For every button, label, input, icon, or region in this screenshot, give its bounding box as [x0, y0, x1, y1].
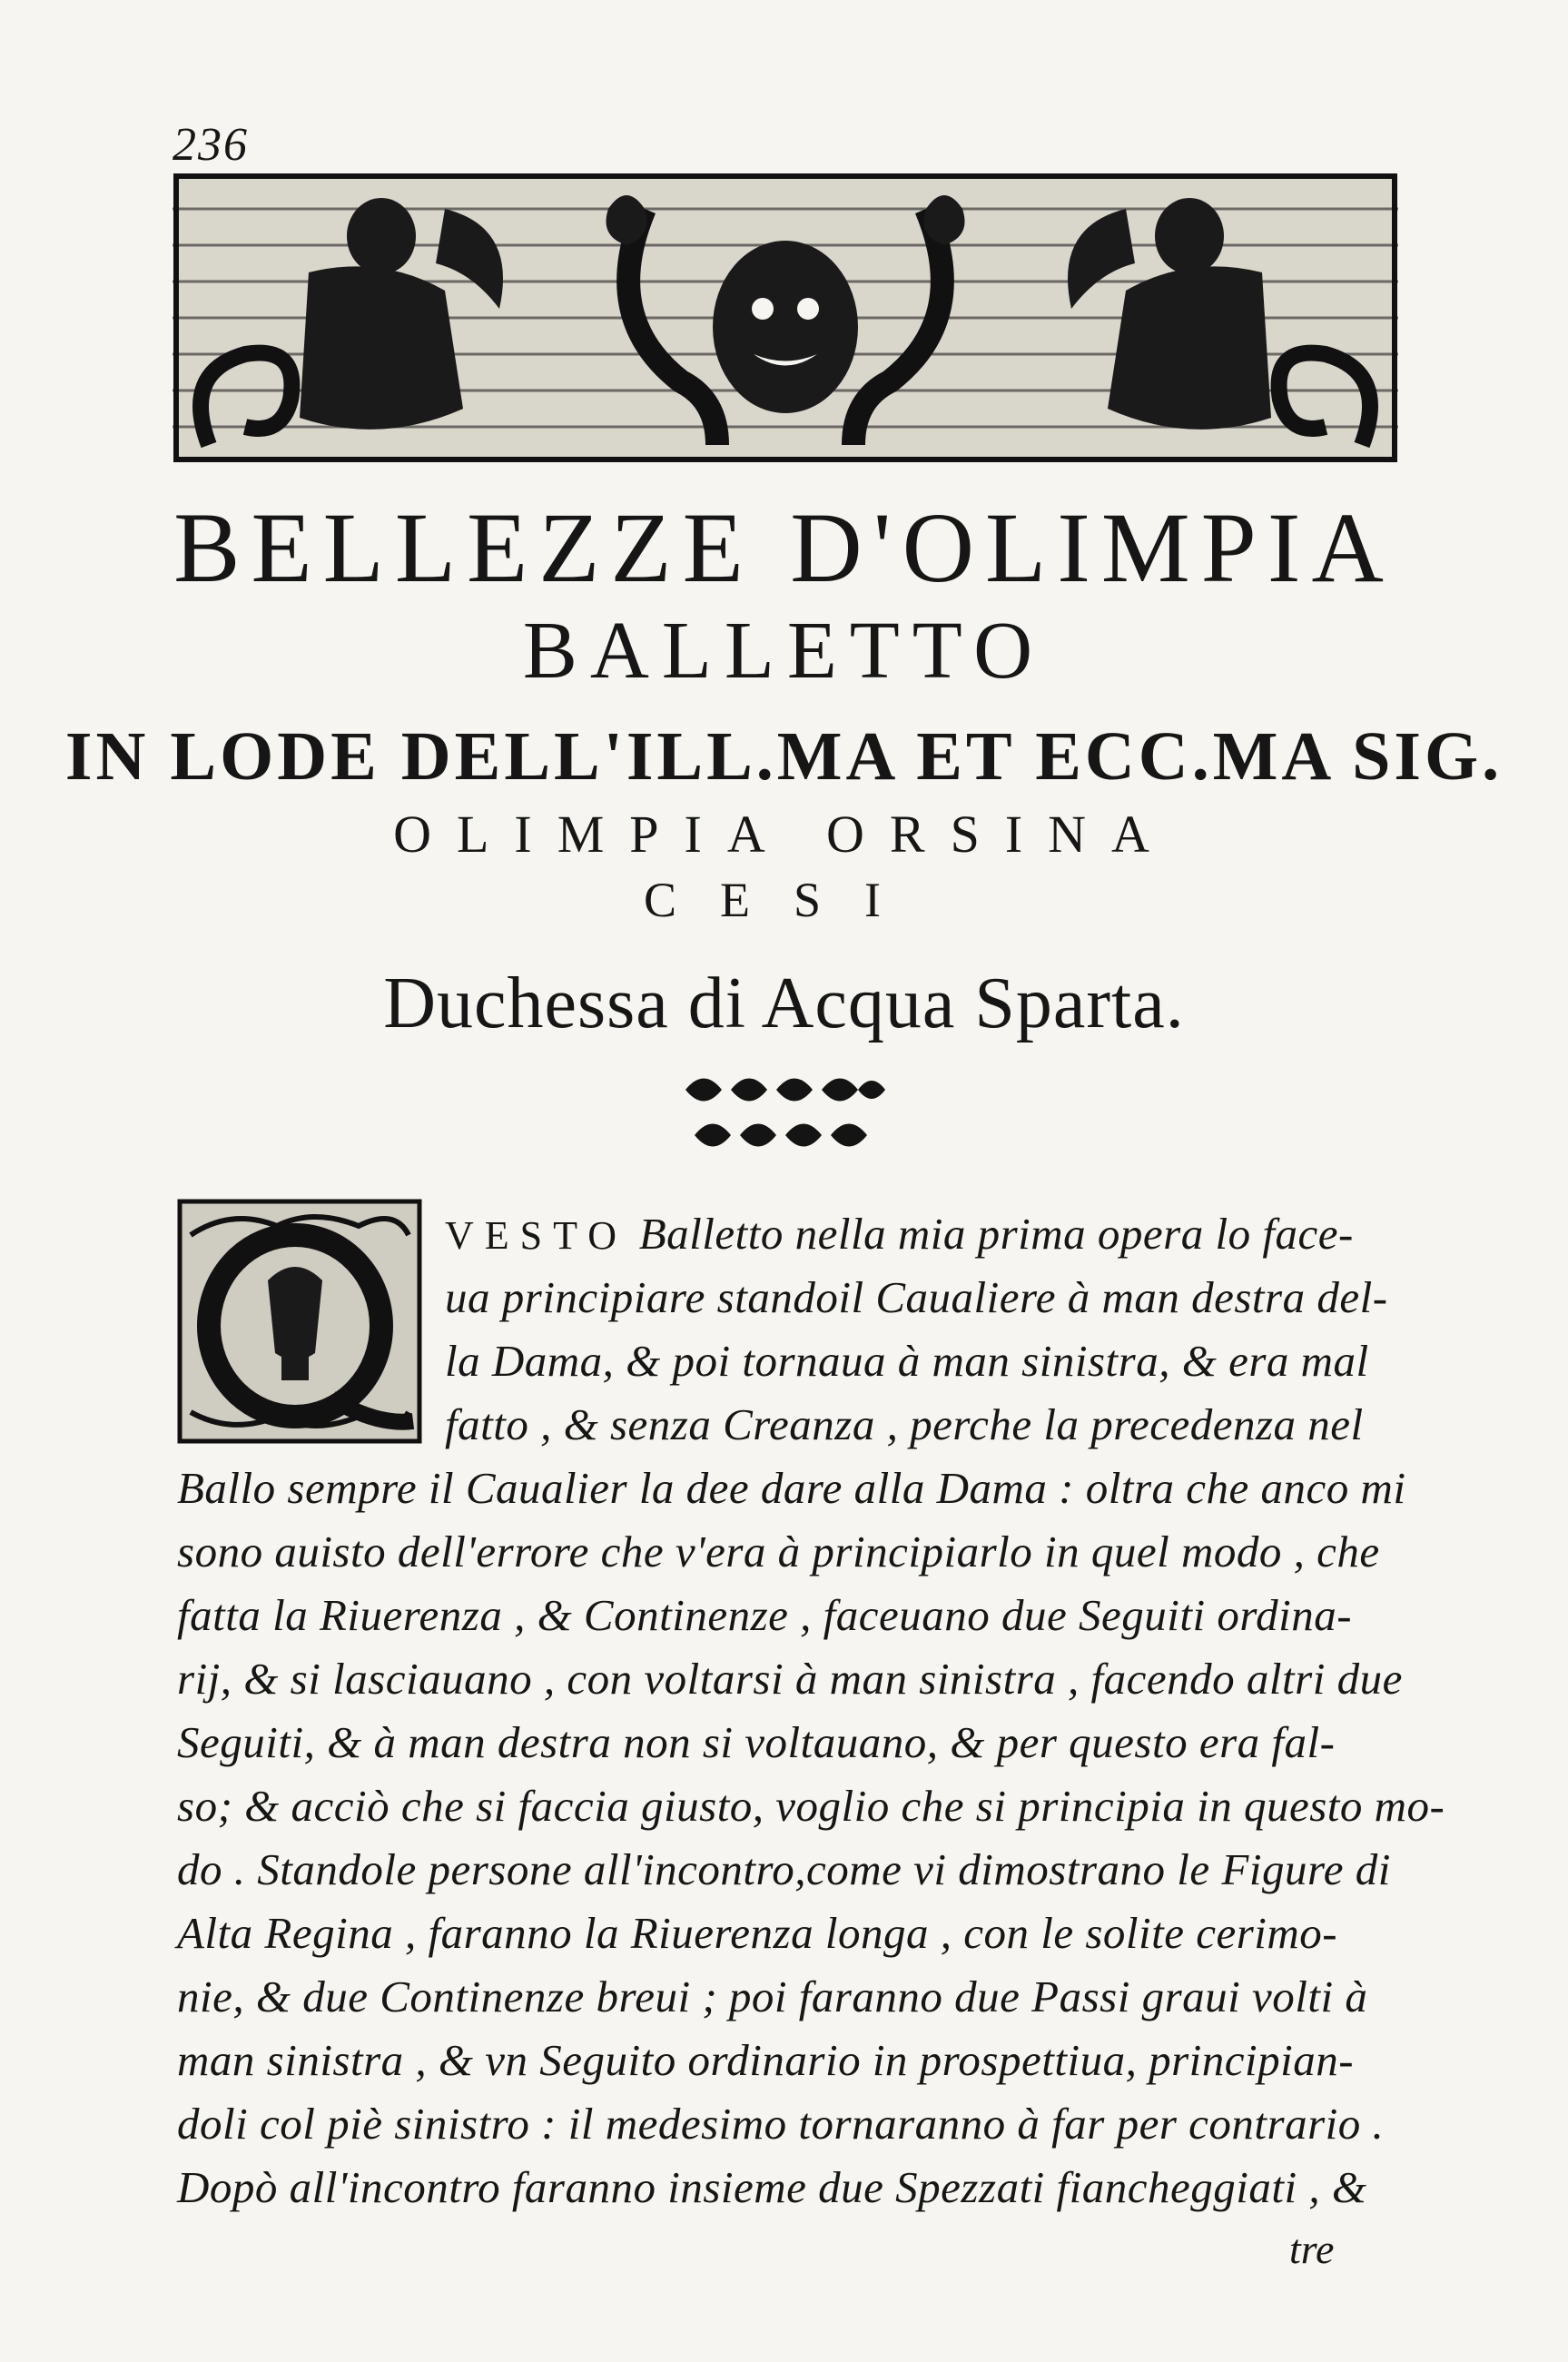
fleuron-icon — [676, 1062, 894, 1162]
body-line-13: nie, & due Continenze breui ; poi faranno due Passi graui volti à — [177, 1972, 1368, 2021]
page-number: 236 — [173, 119, 249, 171]
title-line-1: BELLEZZE D'OLIMPIA — [173, 492, 1395, 603]
body-line-3: la Dama, & poi tornaua à man sinistra, & era mal — [445, 1336, 1369, 1386]
body-line-14: man sinistra , & vn Seguito ordinario in prospettiua, principian- — [177, 2035, 1355, 2085]
body-line-7: fatta la Riuerenza , & Continenze , faceuano due Seguiti ordina- — [177, 1590, 1353, 1640]
body-text: Balletto nella mia prima opera lo face- — [638, 1209, 1354, 1259]
body-line-4: fatto , & senza Creanza , perche la precedenza nel — [445, 1399, 1364, 1449]
headpiece-illustration — [173, 173, 1398, 463]
title-line-4: OLIMPIA ORSINA — [393, 805, 1175, 864]
body-line-1 — [445, 1208, 1354, 1260]
decorated-initial-q — [177, 1199, 422, 1444]
body-line-5: Ballo sempre il Caualier la dee dare alla Dama : oltra che anco mi — [177, 1463, 1406, 1513]
initial-q-icon — [177, 1199, 422, 1444]
body-line-9: Seguiti, & à man destra non si voltauano, & per questo era fal- — [177, 1717, 1336, 1767]
title-line-6: Duchessa di Acqua Sparta. — [383, 964, 1185, 1043]
body-line-16: Dopò all'incontro faranno insieme due Spezzati fiancheggiati , & — [177, 2162, 1367, 2212]
title-line-3: IN LODE DELL'ILL.MA ET ECC.MA SIG. — [64, 718, 1504, 795]
body-line-10: so; & acciò che si faccia giusto, voglio che si principia in questo mo- — [177, 1781, 1445, 1831]
headpiece-ornament — [173, 173, 1398, 463]
lead-word: VESTO — [445, 1213, 627, 1258]
fleuron-ornament — [676, 1062, 894, 1162]
body-line-15: doli col piè sinistro : il medesimo tornaranno à far per contrario . — [177, 2099, 1385, 2149]
title-line-2: BALLETTO — [522, 606, 1046, 696]
body-line-11: do . Standole persone all'incontro,come vi dimostrano le Figure di — [177, 1844, 1391, 1894]
title-line-5: CESI — [643, 873, 925, 927]
body-line-6: sono auisto dell'errore che v'era à principiarlo in quel modo , che — [177, 1527, 1380, 1576]
catchword: tre — [1289, 2226, 1335, 2272]
body-line-2: ua principiare standoil Caualiere à man destra del- — [445, 1272, 1388, 1322]
body-line-8: rij, & si lasciauano , con voltarsi à man sinistra , facendo altri due — [177, 1654, 1403, 1704]
body-line-12: Alta Regina , faranno la Riuerenza longa , con le solite cerimo- — [177, 1908, 1338, 1958]
